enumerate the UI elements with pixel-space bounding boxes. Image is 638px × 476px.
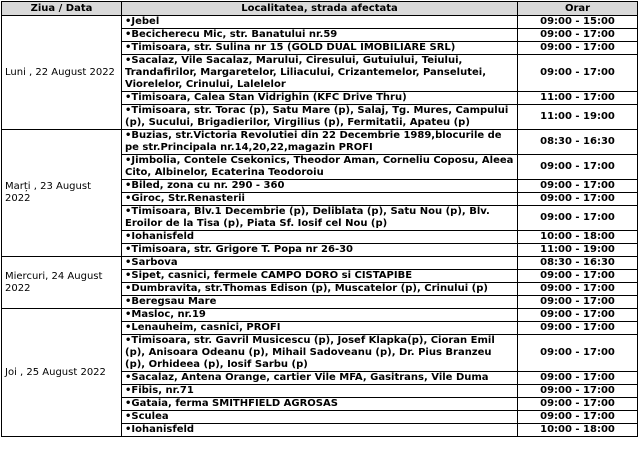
table-row — [2, 257, 638, 270]
table-row — [2, 16, 638, 29]
location-cell: •Timisoara, str. Grigore T. Popa nr 26-30 — [122, 244, 518, 257]
time-cell: 11:00 - 17:00 — [518, 92, 638, 105]
time-cell: 09:00 - 17:00 — [518, 193, 638, 206]
time-cell: 10:00 - 18:00 — [518, 231, 638, 244]
outage-schedule-table — [1, 1, 638, 437]
day-date-cell: Marți , 23 August 2022 — [2, 130, 122, 257]
location-cell: •Jebel — [122, 16, 518, 29]
location-cell: •Beregsau Mare — [122, 296, 518, 309]
time-cell: 09:00 - 17:00 — [518, 270, 638, 283]
location-cell: •Sacalaz, Antena Orange, cartier Vile MFA, Gasitrans, Vile Duma — [122, 372, 518, 385]
location-cell: •Sipet, casnici, fermele CAMPO DORO si CISTAPIBE — [122, 270, 518, 283]
location-cell: •Dumbravita, str.Thomas Edison (p), Muscatelor (p), Crinului (p) — [122, 283, 518, 296]
location-cell: •Becicherecu Mic, str. Banatului nr.59 — [122, 29, 518, 42]
time-cell: 09:00 - 17:00 — [518, 296, 638, 309]
day-date-cell: Joi , 25 August 2022 — [2, 309, 122, 437]
time-cell: 09:00 - 17:00 — [518, 155, 638, 180]
location-cell: •Timisoara, str. Gavril Musicescu (p), Josef Klapka(p), Cioran Emil (p), Anisoara Odeanu (p), Mihail Sadoveanu (p), Dr. Pius Branzeu (p), Orhideea (p), Iosif Sarbu (p) — [122, 335, 518, 372]
location-cell: •Timisoara, str. Sulina nr 15 (GOLD DUAL IMOBILIARE SRL) — [122, 42, 518, 55]
table-row — [2, 309, 638, 322]
time-cell: 09:00 - 17:00 — [518, 42, 638, 55]
location-cell: •Masloc, nr.19 — [122, 309, 518, 322]
location-cell: •Jimbolia, Contele Csekonics, Theodor Aman, Corneliu Coposu, Aleea Cito, Albinelor, Ecaterina Teodoroiu — [122, 155, 518, 180]
header-location: Localitatea, strada afectata — [122, 2, 518, 16]
location-cell: •Buzias, str.Victoria Revolutiei din 22 Decembrie 1989,blocurile de pe str.Principala nr.14,20,22,magazin PROFI — [122, 130, 518, 155]
time-cell: 08:30 - 16:30 — [518, 130, 638, 155]
location-cell: •Iohanisfeld — [122, 231, 518, 244]
time-cell: 08:30 - 16:30 — [518, 257, 638, 270]
time-cell: 09:00 - 17:00 — [518, 29, 638, 42]
time-cell: 09:00 - 17:00 — [518, 180, 638, 193]
time-cell: 11:00 - 19:00 — [518, 105, 638, 130]
location-cell: •Sacalaz, Vile Sacalaz, Marului, Ciresului, Gutuiului, Teiului, Trandafirilor, Margaretelor, Liliacului, Crizantemelor, Panselutei, Viorelelor, Crinului, Lalelelor — [122, 55, 518, 92]
location-cell: •Giroc, Str.Renasterii — [122, 193, 518, 206]
location-cell: •Timisoara, str. Torac (p), Satu Mare (p), Salaj, Tg. Mures, Campului (p), Sucului, Brigadierilor, Virgilius (p), Fermitatii, Apateu (p) — [122, 105, 518, 130]
time-cell: 09:00 - 17:00 — [518, 398, 638, 411]
time-cell: 09:00 - 17:00 — [518, 385, 638, 398]
time-cell: 09:00 - 17:00 — [518, 206, 638, 231]
day-date-cell: Miercuri, 24 August 2022 — [2, 257, 122, 309]
header-day: Ziua / Data — [2, 2, 122, 16]
header-time: Orar — [518, 2, 638, 16]
location-cell: •Timisoara, Calea Stan Vidrighin (KFC Drive Thru) — [122, 92, 518, 105]
time-cell: 09:00 - 17:00 — [518, 55, 638, 92]
time-cell: 09:00 - 17:00 — [518, 411, 638, 424]
header-row — [2, 2, 638, 16]
time-cell: 10:00 - 18:00 — [518, 424, 638, 437]
time-cell: 09:00 - 17:00 — [518, 372, 638, 385]
schedule-body — [2, 16, 638, 437]
time-cell: 11:00 - 19:00 — [518, 244, 638, 257]
time-cell: 09:00 - 17:00 — [518, 309, 638, 322]
location-cell: •Iohanisfeld — [122, 424, 518, 437]
location-cell: •Sarbova — [122, 257, 518, 270]
time-cell: 09:00 - 17:00 — [518, 335, 638, 372]
location-cell: •Sculea — [122, 411, 518, 424]
location-cell: •Timisoara, Blv.1 Decembrie (p), Deliblata (p), Satu Nou (p), Blv. Eroilor de la Tisa (p), Piata Sf. Iosif cel Nou (p) — [122, 206, 518, 231]
day-date-cell: Luni , 22 August 2022 — [2, 16, 122, 130]
location-cell: •Biled, zona cu nr. 290 - 360 — [122, 180, 518, 193]
time-cell: 09:00 - 17:00 — [518, 322, 638, 335]
location-cell: •Fibis, nr.71 — [122, 385, 518, 398]
location-cell: •Lenauheim, casnici, PROFI — [122, 322, 518, 335]
location-cell: •Gataia, ferma SMITHFIELD AGROSAS — [122, 398, 518, 411]
time-cell: 09:00 - 15:00 — [518, 16, 638, 29]
time-cell: 09:00 - 17:00 — [518, 283, 638, 296]
table-row — [2, 130, 638, 155]
